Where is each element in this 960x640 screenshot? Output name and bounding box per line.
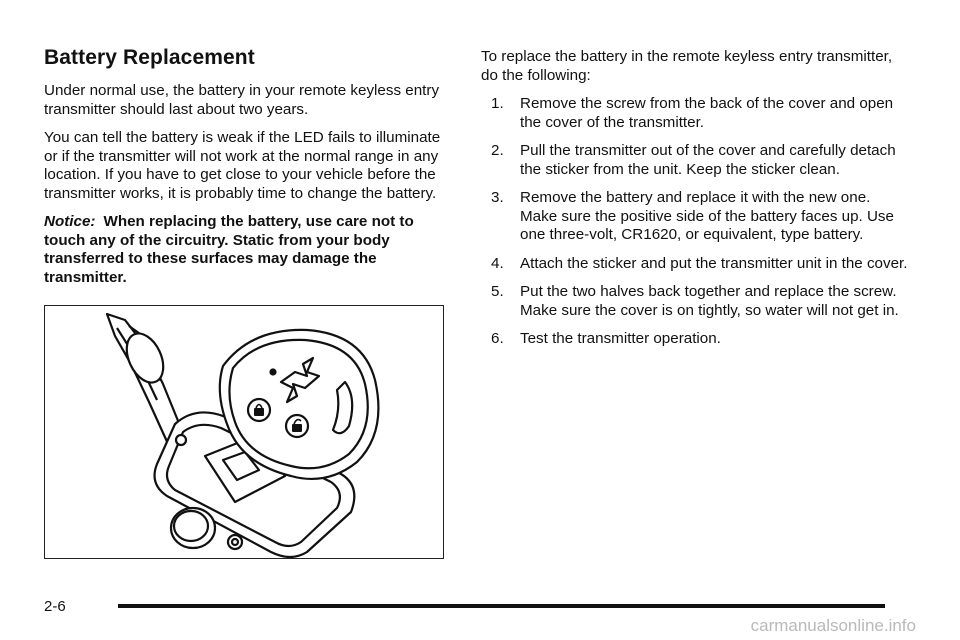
led-indicator [271,370,276,375]
procedure-step [491,95,911,132]
step-number: 6. [491,330,504,347]
left-column [44,44,448,297]
procedure-step [491,283,911,320]
step-number: 2. [491,142,504,159]
procedure-step [491,142,911,179]
section-title: Battery Replacement [44,46,255,69]
step-text: Remove the battery and replace it with the new one. Make sure the positive side of the battery faces up. Use one three-volt, CR1620, or equivalent, type battery. [520,189,894,243]
right-column [481,48,908,359]
step-number: 4. [491,254,504,272]
step-text: Put the two halves back together and replace the screw. Make sure the cover is on tightly, so water will not get in. [520,283,899,319]
unlock-icon [292,424,302,432]
footer-rule [118,604,885,608]
procedure-step [491,330,911,349]
notice-text: When replacing the battery, use care not to touch any of the circuitry. Static from your body transferred to these surfaces may damage the transmitter. [44,213,414,286]
step-text: Pull the transmitter out of the cover and carefully detach the sticker from the unit. Keep the sticker clean. [520,142,896,178]
step-text: Test the transmitter operation. [520,330,721,347]
step-number: 1. [491,95,504,112]
procedure-step [491,189,911,245]
notice-paragraph [44,213,448,287]
keyfob-drawing [45,306,444,559]
step-text: Attach the sticker and put the transmitter unit in the cover. [520,254,908,272]
notice-label: Notice: [44,213,96,230]
keyfob-illustration [44,305,444,559]
page-number: 2-6 [44,598,66,615]
weak-battery-paragraph: You can tell the battery is weak if the LED fails to illuminate or if the transmitter will not work at the normal range in any location. If you have to get close to your vehicle before the transmitter works, it is probably time to change the battery. [44,129,441,202]
procedure-step [491,255,911,274]
step-number: 3. [491,189,504,206]
intro-paragraph: Under normal use, the battery in your remote keyless entry transmitter should last about two years. [44,82,440,118]
watermark: carmanualsonline.info [750,616,916,635]
lock-icon [254,408,264,416]
coin-battery-face [174,511,208,541]
step-number: 5. [491,283,504,300]
procedure-intro: To replace the battery in the remote keyless entry transmitter, do the following: [481,48,893,84]
step-text: Remove the screw from the back of the cover and open the cover of the transmitter. [520,95,894,131]
procedure-steps [481,95,908,349]
